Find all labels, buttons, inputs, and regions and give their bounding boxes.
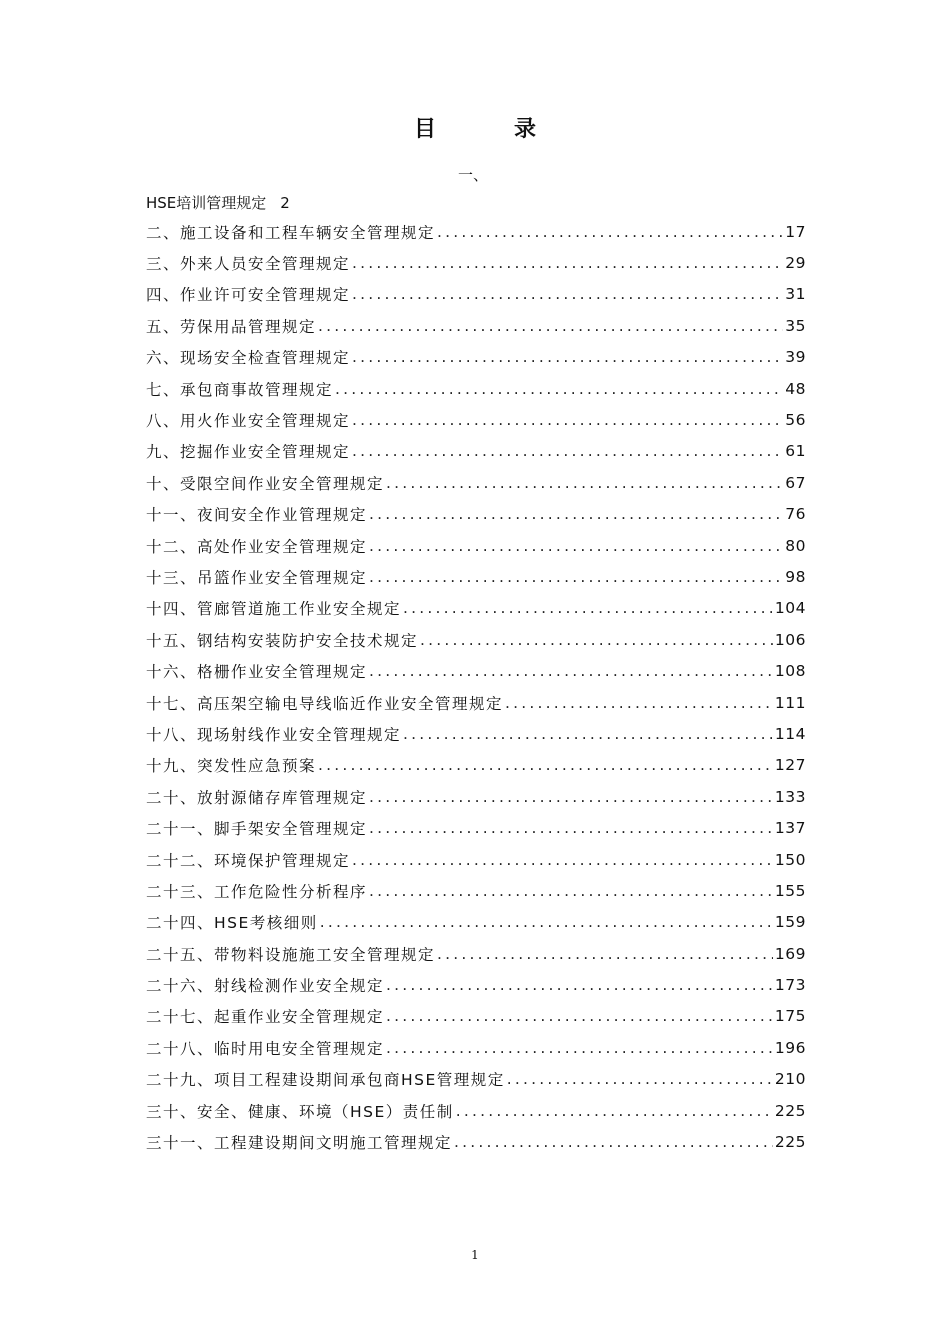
toc-entry[interactable] — [146, 436, 806, 467]
toc-entry-page: 35 — [785, 316, 806, 335]
toc-leader-dots — [369, 505, 783, 523]
toc-entry-page: 159 — [774, 913, 806, 932]
toc-entry-page: 76 — [785, 505, 806, 524]
toc-entry[interactable] — [146, 530, 806, 561]
toc-entry-label: 十七、高压架空输电导线临近作业安全管理规定 — [146, 694, 504, 713]
toc-entry-page: 106 — [774, 630, 806, 649]
toc-entry-page: 111 — [774, 693, 806, 712]
toc-entry-page: 67 — [785, 473, 806, 492]
toc-entry-page: 210 — [774, 1070, 806, 1089]
toc-entry-label: 十四、管廊管道施工作业安全规定 — [146, 600, 402, 619]
toc-entry-label: 二十六、射线检测作业安全规定 — [146, 977, 385, 996]
toc-entry-label: 七、承包商事故管理规定 — [146, 380, 334, 399]
toc-leader-dots — [386, 474, 783, 492]
toc-leader-dots — [320, 913, 773, 931]
toc-entry-label: 十三、吊篮作业安全管理规定 — [146, 568, 368, 587]
first-entry-page: 2 — [280, 194, 290, 212]
title-char-1: 目 — [414, 117, 437, 142]
toc-entry-page: 169 — [774, 944, 806, 963]
toc-entry[interactable] — [146, 247, 806, 278]
toc-entry-label: 九、挖掘作业安全管理规定 — [146, 443, 351, 462]
toc-entry[interactable] — [146, 593, 806, 624]
toc-entry-label: 十九、突发性应急预案 — [146, 757, 317, 776]
toc-entry[interactable] — [146, 373, 806, 404]
toc-entry-page: 56 — [785, 411, 806, 430]
toc-leader-dots — [352, 348, 783, 366]
toc-leader-dots — [369, 819, 773, 837]
toc-entry-page: 17 — [785, 222, 806, 241]
toc-entry[interactable] — [146, 907, 806, 938]
toc-entry[interactable] — [146, 687, 806, 718]
toc-leader-dots — [352, 411, 783, 429]
toc-leader-dots — [352, 285, 783, 303]
toc-entry-page: 61 — [785, 442, 806, 461]
toc-entry[interactable] — [146, 875, 806, 906]
toc-leader-dots — [369, 568, 783, 586]
toc-entry-label: 三十一、工程建设期间文明施工管理规定 — [146, 1134, 453, 1153]
toc-entry-label: 十八、现场射线作业安全管理规定 — [146, 725, 402, 744]
toc-entry[interactable] — [146, 404, 806, 435]
toc-entry[interactable] — [146, 1126, 806, 1157]
toc-leader-dots — [369, 788, 773, 806]
toc-leader-dots — [369, 537, 783, 555]
toc-entry-page: 48 — [785, 379, 806, 398]
toc-entry[interactable] — [146, 1064, 806, 1095]
toc-entry-label: 二十五、带物料设施施工安全管理规定 — [146, 945, 436, 964]
toc-entry-page: 173 — [774, 976, 806, 995]
toc-entry[interactable] — [146, 812, 806, 843]
toc-entry[interactable] — [146, 1001, 806, 1032]
toc-entry[interactable] — [146, 750, 806, 781]
toc-entry-page: 137 — [774, 819, 806, 838]
toc-leader-dots — [369, 882, 773, 900]
toc-leader-dots — [318, 317, 783, 335]
toc-leader-dots — [403, 725, 773, 743]
toc-entry-label: 二十七、起重作业安全管理规定 — [146, 1008, 385, 1027]
toc-entry[interactable] — [146, 1032, 806, 1063]
toc-entry[interactable] — [146, 781, 806, 812]
toc-entry-label: 二十、放射源储存库管理规定 — [146, 788, 368, 807]
toc-entry-label: 十、受限空间作业安全管理规定 — [146, 474, 385, 493]
toc-leader-dots — [437, 945, 773, 963]
page-number: 1 — [471, 1248, 479, 1262]
toc-entry-label: 二十八、临时用电安全管理规定 — [146, 1039, 385, 1058]
toc-leader-dots — [507, 1070, 773, 1088]
toc-entry-page: 114 — [774, 724, 806, 743]
toc-entry[interactable] — [146, 561, 806, 592]
toc-entry-label: 二十九、项目工程建设期间承包商HSE管理规定 — [146, 1071, 505, 1090]
toc-entry-label: 六、现场安全检查管理规定 — [146, 349, 351, 368]
toc-entry-page: 175 — [774, 1007, 806, 1026]
toc-entry-label: 三十、安全、健康、环境（HSE）责任制 — [146, 1102, 454, 1121]
toc-leader-dots — [386, 1039, 773, 1057]
toc-leader-dots — [454, 1133, 773, 1151]
title-char-2: 录 — [514, 117, 537, 142]
toc-entry[interactable] — [146, 499, 806, 530]
toc-entry-label: 十二、高处作业安全管理规定 — [146, 537, 368, 556]
toc-leader-dots — [352, 254, 783, 272]
toc-leader-dots — [403, 599, 773, 617]
toc-leader-dots — [456, 1102, 773, 1120]
toc-list — [146, 216, 806, 1158]
toc-leader-dots — [386, 1007, 773, 1025]
first-entry[interactable] — [146, 192, 290, 213]
toc-entry-page: 133 — [774, 787, 806, 806]
toc-entry-page: 29 — [785, 254, 806, 273]
toc-entry-page: 104 — [774, 599, 806, 618]
toc-entry-page: 39 — [785, 348, 806, 367]
toc-entry-label: 十六、格栅作业安全管理规定 — [146, 663, 368, 682]
toc-entry-label: 二、施工设备和工程车辆安全管理规定 — [146, 223, 436, 242]
toc-entry-label: 八、用火作业安全管理规定 — [146, 412, 351, 431]
toc-leader-dots — [386, 976, 773, 994]
toc-entry-label: 二十一、脚手架安全管理规定 — [146, 820, 368, 839]
toc-entry-label: 二十四、HSE考核细则 — [146, 914, 318, 933]
toc-entry-page: 127 — [774, 756, 806, 775]
toc-entry[interactable] — [146, 655, 806, 686]
toc-entry-page: 108 — [774, 662, 806, 681]
toc-entry-page: 80 — [785, 536, 806, 555]
toc-entry-label: 四、作业许可安全管理规定 — [146, 286, 351, 305]
toc-entry[interactable] — [146, 310, 806, 341]
toc-leader-dots — [420, 631, 773, 649]
toc-entry[interactable] — [146, 279, 806, 310]
toc-entry-label: 二十二、环境保护管理规定 — [146, 851, 351, 870]
toc-entry[interactable] — [146, 718, 806, 749]
toc-entry-page: 31 — [785, 285, 806, 304]
toc-leader-dots — [352, 851, 773, 869]
toc-entry[interactable] — [146, 467, 806, 498]
first-entry-number: 一、 — [458, 166, 489, 184]
toc-entry[interactable] — [146, 844, 806, 875]
toc-entry-page: 196 — [774, 1038, 806, 1057]
toc-entry-label: 二十三、工作危险性分析程序 — [146, 882, 368, 901]
toc-leader-dots — [505, 694, 773, 712]
toc-entry-page: 155 — [774, 881, 806, 900]
toc-leader-dots — [369, 662, 773, 680]
toc-leader-dots — [318, 756, 773, 774]
toc-entry[interactable] — [146, 624, 806, 655]
toc-entry[interactable] — [146, 969, 806, 1000]
toc-entry-page: 225 — [774, 1101, 806, 1120]
toc-entry-page: 150 — [774, 850, 806, 869]
toc-entry-label: 三、外来人员安全管理规定 — [146, 255, 351, 274]
toc-entry[interactable] — [146, 1095, 806, 1126]
toc-entry[interactable] — [146, 216, 806, 247]
toc-entry-page: 225 — [774, 1133, 806, 1152]
first-entry-label: HSE培训管理规定 — [146, 194, 267, 212]
toc-entry[interactable] — [146, 938, 806, 969]
toc-entry-page: 98 — [785, 567, 806, 586]
toc-leader-dots — [437, 223, 783, 241]
toc-leader-dots — [352, 442, 783, 460]
toc-entry-label: 十五、钢结构安装防护安全技术规定 — [146, 631, 419, 650]
toc-entry-label: 五、劳保用品管理规定 — [146, 317, 317, 336]
toc-leader-dots — [335, 380, 783, 398]
toc-entry[interactable] — [146, 342, 806, 373]
toc-entry-label: 十一、夜间安全作业管理规定 — [146, 506, 368, 525]
